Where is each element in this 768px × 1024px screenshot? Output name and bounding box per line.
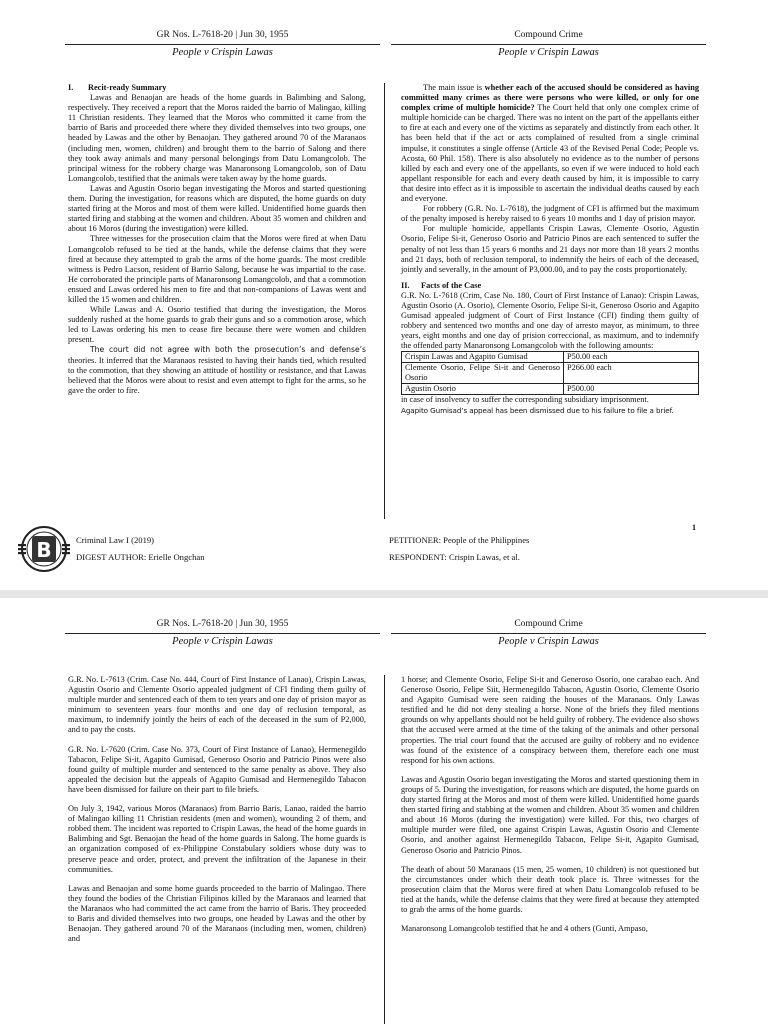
table-cell: P500.00 xyxy=(564,384,699,395)
column-divider xyxy=(384,675,385,1024)
page-header-left xyxy=(65,30,380,58)
footer-left xyxy=(76,532,205,566)
footer-right xyxy=(389,532,529,566)
footer-petitioner: PETITIONER: People of the Philippines xyxy=(389,535,530,545)
paragraph: On July 3, 1942, various Moros (Maranaos) from Barrio Baris, Lanao, raided the barrio of Malingao killing 11 Christian residents (men and women), wounding 2 of them, and robbed them. The incident was reported to Crispin Lawas, the head of the home guards in Balimbing and Sgt. Benaojan the head of the home guards in Salong. The home guards is an organization composed of ex-Philippine Constabulary soldiers whose duty was to preserve peace and order, protect, and prevent the infiltration of the Japanese in their communities. xyxy=(68,804,366,874)
paragraph: The court did not agree with both the prosecution’s and defense’s theories. It inferred that the Maranaos resisted to having their hands tied, which resulted to the commotion, that they showing an attitude of hostility or resistance, and that Lawas believed that the Moros were about to resist and even attempt to fight for the arms, so he gave the order to fire. xyxy=(68,345,366,395)
svg-text:B: B xyxy=(36,538,52,562)
column-divider xyxy=(384,83,385,519)
page-header-right xyxy=(391,30,706,58)
footer-author: DIGEST AUTHOR: Erielle Ongchan xyxy=(76,552,205,562)
table-cell: Clemente Osorio, Felipe Si-it and Generoso Osorio xyxy=(402,363,564,384)
footer-respondent: RESPONDENT: Crispin Lawas, et al. xyxy=(389,552,520,562)
table-row xyxy=(402,384,699,395)
paragraph: in case of insolvency to suffer the corresponding subsidiary imprisonment. xyxy=(401,395,649,405)
paragraph: For multiple homicide, appellants Crispin Lawas, Clemente Osorio, Agustin Osorio, Felipe Si-it, Generoso Osorio and Patricio Pinos are each sentenced to suffer the penalty of not less than 15 years 6 months and 21 days nor more than 18 years 2 months and 21 days, both of reclusion temporal, to indemnify the heirs of each of the deceased, jointly and severally, in the amount of P3,000.00, and to pay the costs proportionately. xyxy=(401,224,699,274)
paragraph: 1 horse; and Clemente Osorio, Felipe Si-it and Generoso Osorio, one carabao each. And Generoso Osorio, Felipe Siit, Hermenegildo Tabacon, Agustin Osorio, Clemente Osorio and Agapito Gumisad were seen raiding the houses of the Maranaos. Only Lawas testified and he did not deny stealing a horse. None of the briefs they filed mentions grounds on why appellants should not be held guilty of robbery. The evidence also shows that the accused were armed at the time of the taking of the animals and other personal properties. The trial court found that the accused are guilty of robbery and no evidence was found of the existence of a conspiracy between them, therefore each one must respond for his own actions. xyxy=(401,675,699,765)
paragraph-main-issue: The main issue is whether each of the accused should be considered as having committed many crimes as there were persons who were killed, or only for one complex crime of multiple homicide? The Court held that only one complex crime of multiple homicide can be charged. There was no intent on the part of the appellants either to fire at each and every one of the victims as separately and distinctly from each other. It has been held that if the act or acts complained of resulted from a single criminal impulse, it constitutes a single offense (Article 43 of the Revised Penal Code; People vs. Acosta, 60 Phil. 158). There is also absolutely no evidence as to the number of persons killed by each and every one of the appellants, so even if we were induced to hold each appellant responsible for each and every death caused by him, it is impossible to carry that desire into effect as it is impossible to ascertain the individual deaths caused by each and everyone. xyxy=(401,83,699,204)
table-row xyxy=(402,363,699,384)
left-column xyxy=(68,83,366,396)
school-logo-icon xyxy=(18,523,70,575)
header-case-title-right: People v Crispin Lawas xyxy=(498,47,599,58)
table-cell: P266.00 each xyxy=(564,363,699,384)
paragraph: Three witnesses for the prosecution claim that the Moros were fired at when Datu Lomangcolob refused to be tied at the hands, while the defense claims that they were fired at because they attempted to grab the arms of the home guards. The most credible witness is Pedro Lacson, resident of Barrio Salong, because he was impartial to the case. He corroborated the principle parts of Manaronsong Lomangcolob, and that a commotion ensued and Lawas ordered his men to fire and that non-companions of Lawas went and killed the 15 women and children. xyxy=(68,234,366,304)
page-separator xyxy=(0,590,768,598)
paragraph: The death of about 50 Maranaos (15 men, 25 women, 10 children) is not questioned but the circumstances under which their death took place is. Three witnesses for the prosecution claim that the Moros were fired at when Datu Lomangcolob refused to be tied at the hands, while the defense claims that they were fired at because they attempted to grab the arms of the home guards. xyxy=(401,864,699,914)
header-case-title: People v Crispin Lawas xyxy=(172,47,273,58)
paragraph: G.R. No. L-7613 (Crim. Case No. 444, Court of First Instance of Lanao), Crispin Lawas, Agustin Osorio and Clemente Osorio appealed judgment of CFI finding them guilty of multiple murder and sentenced each of them to ten years and one day of prision mayor as minimum to seventeen years four months and one day of reclusion temporal, as maximum, to indemnify jointly the heirs of each of the deceased in the sum of P2,000, and to pay the costs. xyxy=(68,675,366,735)
right-column xyxy=(401,83,699,416)
footer-course: Criminal Law I (2019) xyxy=(76,535,155,545)
indemnity-table xyxy=(401,351,699,395)
paragraph: Lawas and Benaojan are heads of the home guards in Balimbing and Salong, respectively. They received a report that the Moros raided the barrio of Malingao, killing 11 Christian residents. They learned that the Moros who committed it came from the barrio of Baris and proceeded there where they divided themselves into two groups, one headed by Lawas and the other by Benaojan. They gathered around 70 of the Maranaos (including men, women, children) and brought them to the barrio of Salong and there they took away animals and many personal belongings from Datu Lomangcolob. The principal witness for the robbery charge was Manaronsong Lomangcolob, son of Datu Lomangcolob, testified that the animals were taken away by the home guards. xyxy=(68,93,366,183)
table-row xyxy=(402,352,699,363)
section-heading-facts: II. Facts of the Case xyxy=(401,280,482,290)
paragraph: Lawas and Benaojan and some home guards proceeded to the barrio of Malingao. There they found the bodies of the Christian Filipinos killed by the Maranaos and learned that the Maranaos who had committed the act came from the barrio of Baris. They proceeded to Baris and divided themselves into two groups, one headed by Lawas and the other by Benaojan. They gathered around 70 of the Maranaos (including men, women, children) and xyxy=(68,883,366,944)
header-case-title: People v Crispin Lawas xyxy=(172,636,273,647)
table-cell: P50.00 each xyxy=(564,352,699,363)
page-header-left xyxy=(65,619,380,647)
header-topic: Compound Crime xyxy=(514,30,583,40)
right-column xyxy=(401,675,699,934)
header-topic: Compound Crime xyxy=(514,619,583,629)
table-cell: Agustin Osorio xyxy=(402,384,564,395)
paragraph: G.R. No. L-7620 (Crim. Case No. 373, Court of First Instance of Lanao), Hermenegildo Tabacon, Felipe Si-it, Agapito Gumisad, Generoso Osorio and Patricio Pinos were also found guilty of multiple murder and sentenced to the same penalty as above. They also appealed the decision but the appeals of Agapito Gumisad and Hermenegildo Tabacon have been dismissed for failure on their part to file briefs. xyxy=(68,744,366,794)
page-number: 1 xyxy=(692,523,696,532)
section-heading-recit: I. Recit-ready Summary xyxy=(68,83,167,92)
left-column xyxy=(68,675,366,944)
paragraph-dismissal: Agapito Gumisad’s appeal has been dismissed due to his failure to file a brief. xyxy=(401,405,674,415)
document-page-2 xyxy=(0,598,768,1024)
page-header-right xyxy=(391,619,706,647)
header-case-title-right: People v Crispin Lawas xyxy=(498,636,599,647)
paragraph: For robbery (G.R. No. L-7618), the judgment of CFI is affirmed but the maximum of the penalty imposed is hereby raised to 6 years 10 months and 1 day of prision mayor. xyxy=(401,204,699,224)
paragraph: While Lawas and A. Osorio testified that during the investigation, the Moros suddenly rushed at the home guards to grab their guns and so a commotion arose, which led to Lawas ordering his men to cease fire because there were women and children present. xyxy=(68,305,366,345)
paragraph: Manaronsong Lomangcolob testified that he and 4 others (Gunti, Ampaso, xyxy=(401,924,648,934)
paragraph: Lawas and Agustin Osorio began investigating the Moros and started questioning them. During the investigation, for reasons which are disputed, the home guards on duty started firing at the Moros and most of them were killed. Unidentified home guards then started firing and stabbing at the women and children. About 35 women and children and about 16 Moros (during the investigation) were killed. xyxy=(68,183,366,234)
header-case-number: GR Nos. L-7618-20 | Jun 30, 1955 xyxy=(156,619,289,629)
paragraph: Lawas and Agustin Osorio began investigating the Moros and started questioning them in groups of 5. During the investigation, for reasons which are disputed, the home guards on duty started firing at the Moros and most of them were killed. Unidentified home guards then started firing and stabbing at the women and children. About 35 women and children and about 16 Moros (during the investigation) were killed. For this, two charges of multiple murder were filed, one against Crispin Lawas, Agustin Osorio and Clemente Osorio, and another against Hermenegildo Tabacon, Felipe Si-it, Agapito Gumisad, Generoso Osorio and Patricio Pinos. xyxy=(401,774,699,855)
header-case-number: GR Nos. L-7618-20 | Jun 30, 1955 xyxy=(156,30,289,40)
table-cell: Crispin Lawas and Agapito Gumisad xyxy=(402,352,564,363)
paragraph: G.R. No. L-7618 (Crim, Case No. 180, Court of First Instance of Lanao): Crispin Lawas, Agustin Osorio (A. Osorio), Clemente Osorio, Felipe Si-it, Generoso Osorio and Agapito Gumisad appealed judgment of Court of First Instance (CFI) finding them guilty of robbery and sentenced two months and one day of arresto mayor, as minimum, to three years, eight months and one day of prision correccional, as maximum, and to indemnify the offended party Manaronsong Lomangcolob with the following amounts: xyxy=(401,290,699,351)
